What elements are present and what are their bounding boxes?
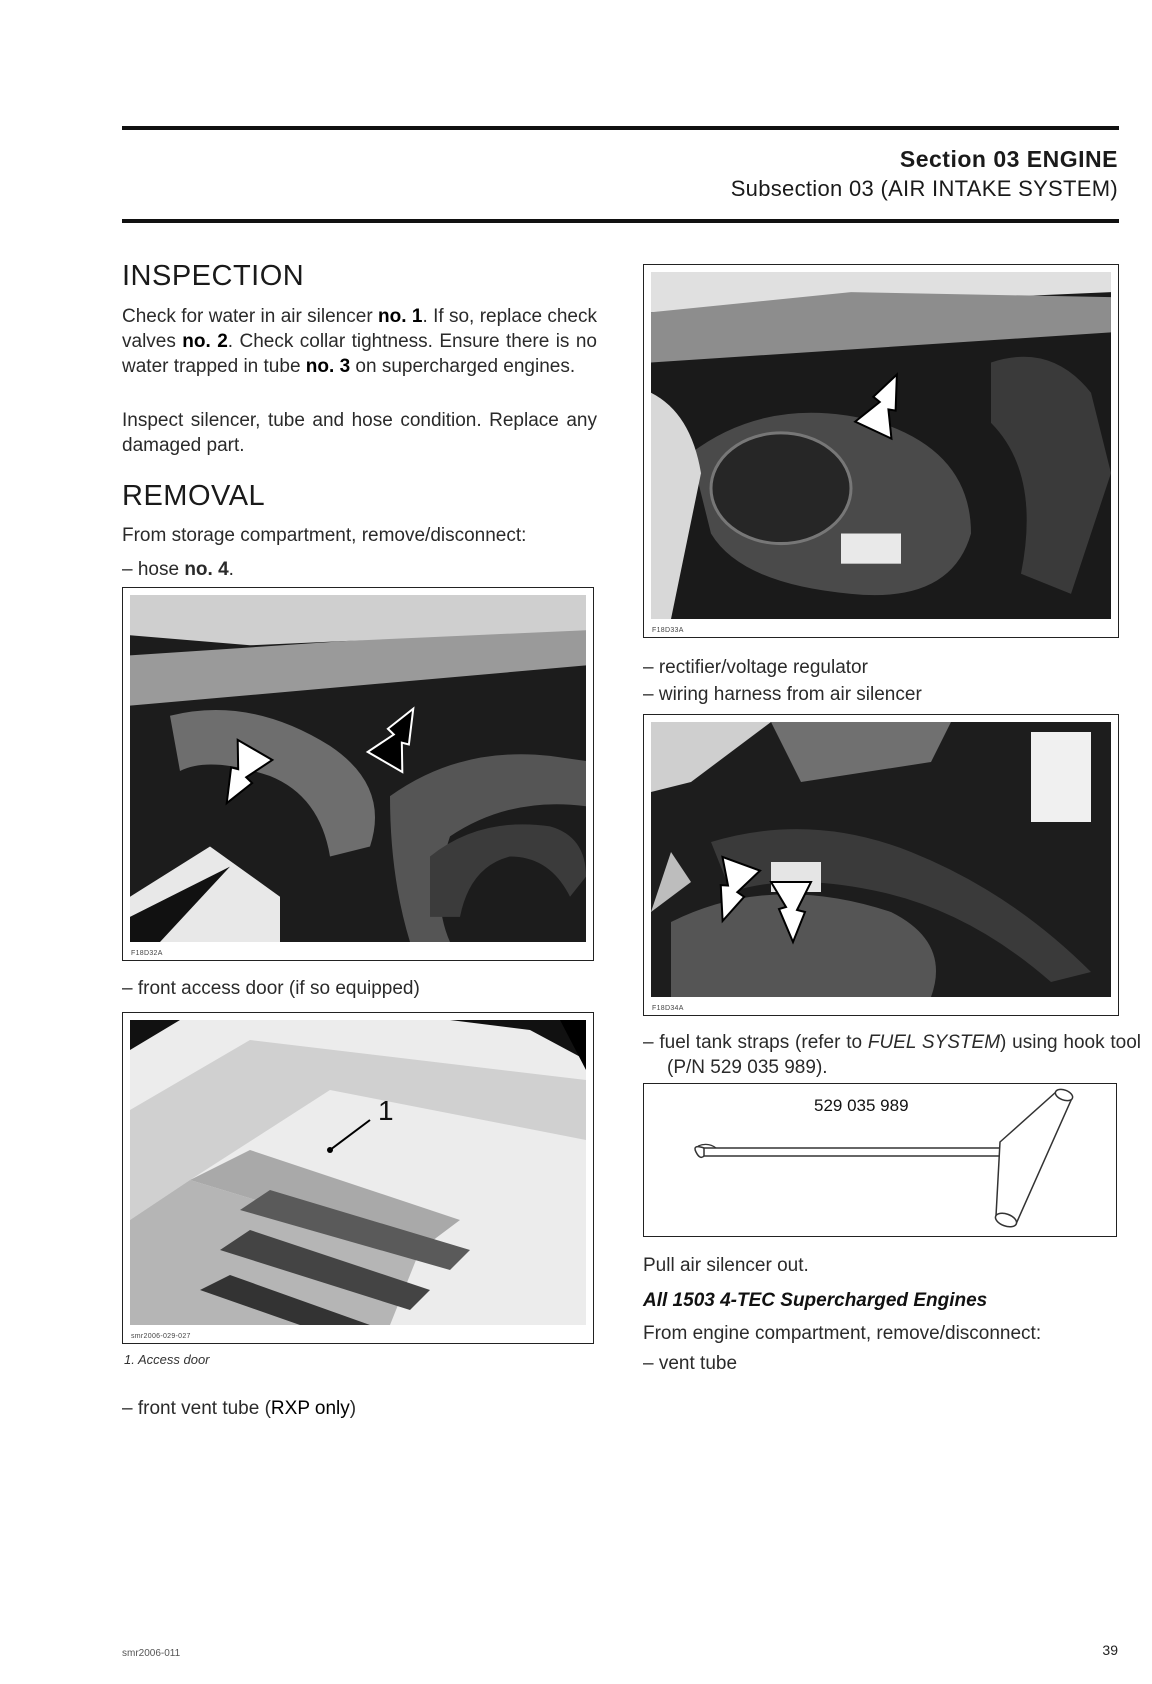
page-number: 39 bbox=[1102, 1642, 1118, 1658]
ref-no-2: no. 2 bbox=[182, 331, 228, 352]
bullet-front-access-door: – front access door (if so equipped) bbox=[122, 978, 420, 999]
figure-ref-label: F18D32A bbox=[131, 950, 163, 957]
figure-hose-photo bbox=[122, 587, 594, 961]
bullet-fuel-tank-straps: – fuel tank straps (refer to FUEL SYSTEM) using hook tool (P/N 529 035 989). bbox=[643, 1032, 1142, 1078]
rectifier-photo-illustration bbox=[651, 272, 1111, 619]
bullet-wiring-harness: – wiring harness from air silencer bbox=[643, 684, 922, 705]
figure-access-door-photo bbox=[122, 1012, 594, 1344]
removal-heading: REMOVAL bbox=[122, 480, 266, 512]
hook-tool-icon bbox=[644, 1084, 1116, 1236]
access-door-illustration bbox=[130, 1020, 586, 1325]
bullet-rectifier-voltage-regulator: – rectifier/voltage regulator bbox=[643, 657, 868, 678]
wiring-harness-illustration bbox=[651, 722, 1111, 997]
bullet-hose: – hose no. 4. bbox=[122, 559, 234, 580]
ref-no-4: no. 4 bbox=[184, 559, 229, 580]
hook-tool-figure bbox=[643, 1083, 1117, 1237]
callout-number-1: 1 bbox=[378, 1095, 394, 1126]
engine-compartment-intro: From engine compartment, remove/disconnect: bbox=[643, 1323, 1042, 1344]
header-top-rule bbox=[122, 126, 1119, 130]
section-title: Section 03 ENGINE bbox=[899, 146, 1118, 172]
figure-ref-label: F18D33A bbox=[652, 627, 684, 634]
tool-part-number: 529 035 989 bbox=[814, 1096, 909, 1115]
inspection-paragraph-1: Check for water in air silencer no. 1. If so, replace check valves no. 2. Check collar tightness. Ensure there is no water trapped in tube no. 3 on supercharged engines. bbox=[122, 306, 597, 377]
figure-ref-label: smr2006-029-027 bbox=[131, 1333, 191, 1340]
document-code: smr2006-011 bbox=[122, 1648, 181, 1659]
header-bottom-rule bbox=[122, 219, 1119, 223]
figure-ref-label: F18D34A bbox=[652, 1005, 684, 1012]
rxp-only-label: RXP only bbox=[270, 1398, 350, 1419]
figure-rectifier-photo bbox=[643, 264, 1119, 638]
bullet-front-vent-tube: – front vent tube (RXP only) bbox=[122, 1398, 357, 1419]
ref-no-1: no. 1 bbox=[378, 306, 423, 327]
inspection-paragraph-2: Inspect silencer, tube and hose condition. Replace any damaged part. bbox=[122, 410, 597, 456]
ref-no-3: no. 3 bbox=[305, 356, 351, 377]
supercharged-engines-heading: All 1503 4-TEC Supercharged Engines bbox=[643, 1290, 988, 1311]
inspection-heading: INSPECTION bbox=[122, 260, 305, 292]
pull-air-silencer-out: Pull air silencer out. bbox=[643, 1255, 809, 1276]
figure-wiring-harness-photo bbox=[643, 714, 1119, 1016]
subsection-title: Subsection 03 (AIR INTAKE SYSTEM) bbox=[730, 176, 1118, 201]
removal-intro: From storage compartment, remove/disconnect: bbox=[122, 525, 527, 546]
bullet-vent-tube: – vent tube bbox=[643, 1353, 738, 1374]
fuel-system-reference[interactable]: FUEL SYSTEM bbox=[867, 1032, 1001, 1053]
figure-caption: 1. Access door bbox=[124, 1352, 210, 1367]
hose-photo-illustration bbox=[130, 595, 586, 942]
